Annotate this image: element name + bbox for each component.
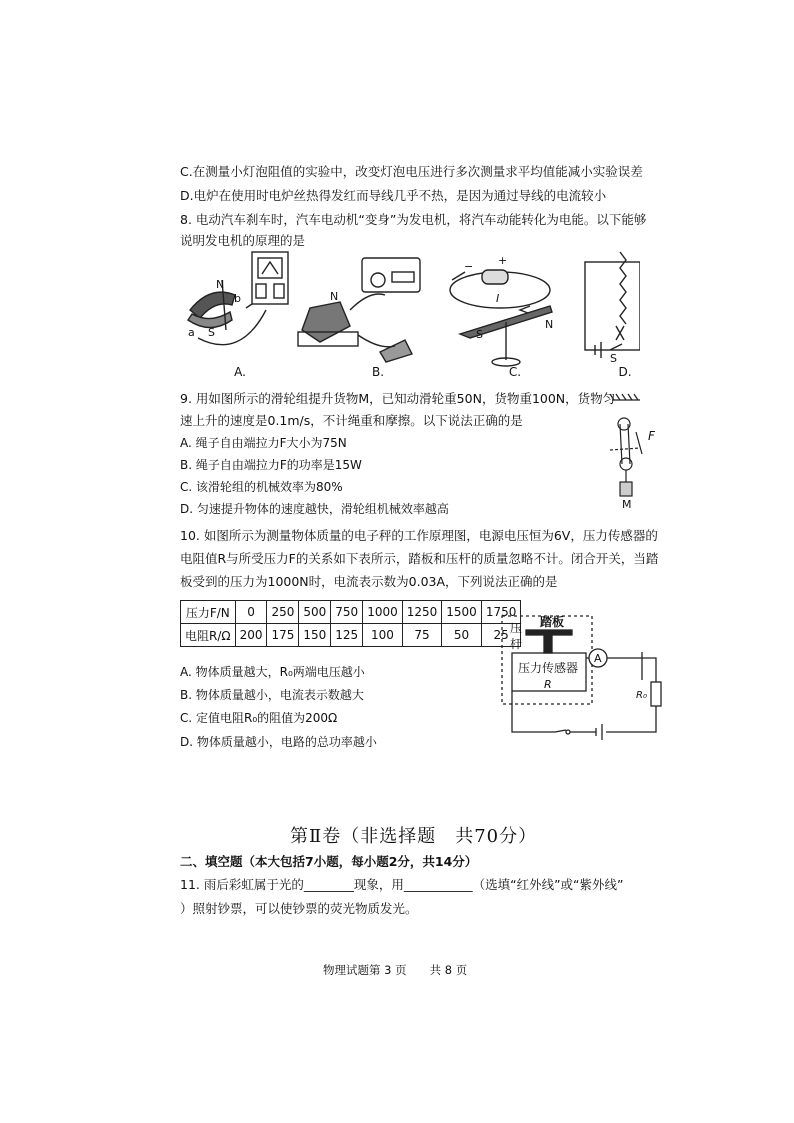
section-2-title: 第Ⅱ卷（非选择题 共70分） <box>290 826 538 847</box>
q7-option-d: D.电炉在使用时电炉丝热得发红而导线几乎不热，是因为通过导线的电流较小 <box>180 188 607 203</box>
fig-a-label-n: N <box>216 278 225 291</box>
fig-b-label-n: N <box>330 290 339 303</box>
fig-label-a: A. <box>234 365 246 379</box>
fig-d-electromagnets <box>585 252 640 358</box>
pedal-label: 踏板 <box>540 615 565 629</box>
fig-label-c: C. <box>508 365 522 379</box>
fig-b-device <box>298 258 420 362</box>
table-cell: 100 <box>363 624 403 647</box>
q10-stem-line2: 电阻值R与所受压力F的关系如下表所示，踏板和压杆的质量忽略不计。闭合开关，当踏 <box>180 551 659 566</box>
q9-option-c: C. 该滑轮组的机械效率为80% <box>180 480 343 494</box>
fig-label-d: D. <box>618 365 632 379</box>
press-rod-label-1: 压 <box>510 621 523 635</box>
q8-stem-line2: 说明发电机的原理的是 <box>180 233 306 248</box>
q7-option-c: C.在测量小灯泡阻值的实验中，改变灯泡电压进行多次测量求平均值能减小实验误差 <box>180 164 643 179</box>
fig-a-magnet <box>188 280 266 345</box>
page-footer: 物理试题第 3 页 共 8 页 <box>323 963 468 977</box>
table-cell: 250 <box>267 601 299 624</box>
q9-option-a: A. 绳子自由端拉力F大小为75N <box>180 436 347 450</box>
fig-c-label-s: S <box>476 328 483 341</box>
table-cell: 电阻R/Ω <box>181 624 236 647</box>
sensor-label: 压力传感器 <box>518 661 579 675</box>
q9-option-b: B. 绳子自由端拉力F的功率是15W <box>180 458 362 472</box>
q10-stem-line3: 板受到的压力为1000N时，电流表示数为0.03A，下列说法正确的是 <box>180 574 558 589</box>
table-cell: 1500 <box>442 601 482 624</box>
table-cell: 压力F/N <box>181 601 236 624</box>
section-2-subtitle: 二、填空题（本大包括7小题，每小题2分，共14分） <box>180 854 478 869</box>
table-cell: 1000 <box>363 601 403 624</box>
table-cell: 75 <box>402 624 442 647</box>
table-cell: 1750 <box>481 601 521 624</box>
fig-d-label-s: S <box>610 352 617 365</box>
fig-a-label-s: S <box>208 326 215 339</box>
q10-stem-line1: 10. 如图所示为测量物体质量的电子秤的工作原理图，电源电压恒为6V，压力传感器的 <box>180 528 658 543</box>
press-rod-label-2: 杆 <box>510 637 523 651</box>
q9-fig-force-label: F <box>648 429 655 443</box>
table-cell: 150 <box>299 624 331 647</box>
q9-pulley-figure <box>600 392 670 517</box>
table-cell: 750 <box>331 601 363 624</box>
table-cell: 200 <box>235 624 267 647</box>
fig-c-plus: + <box>498 254 508 267</box>
q11-line2: ）照射钞票，可以使钞票的荧光物质发光。 <box>180 901 418 916</box>
q11-line1: 11. 雨后彩虹属于光的________现象，用___________（选填“红外线”或“紫外线” <box>180 877 624 892</box>
table-cell: 25 <box>481 624 521 647</box>
fig-c-label-n: N <box>545 318 554 331</box>
fig-a-label-b: b <box>234 292 241 305</box>
q10-option-a: A. 物体质量越大，R₀两端电压越小 <box>180 665 365 679</box>
table-cell: 125 <box>331 624 363 647</box>
ammeter-icon: A <box>594 652 602 665</box>
q9-option-d: D. 匀速提升物体的速度越快，滑轮组机械效率越高 <box>180 502 449 516</box>
table-cell: 0 <box>235 601 267 624</box>
q8-stem-line1: 8. 电动汽车刹车时，汽车电动机“变身”为发电机，将汽车动能转化为电能。以下能够 <box>180 212 647 227</box>
fig-a-galvanometer <box>246 252 288 308</box>
sensor-symbol: R <box>544 678 552 691</box>
q9-stem-line1: 9. 用如图所示的滑轮组提升货物M，已知动滑轮重50N，货物重100N，货物匀 <box>180 391 616 406</box>
fig-a-label-a: a <box>188 326 195 339</box>
fig-c-conductor <box>450 270 552 366</box>
table-cell: 500 <box>299 601 331 624</box>
table-cell: 1250 <box>402 601 442 624</box>
fig-label-b: B. <box>371 365 385 379</box>
q10-option-c: C. 定值电阻R₀的阻值为200Ω <box>180 711 338 725</box>
fig-c-current: I <box>496 292 500 305</box>
q10-option-d: D. 物体质量越小，电路的总功率越小 <box>180 735 377 749</box>
fig-c-minus: − <box>464 260 474 273</box>
table-cell: 175 <box>267 624 299 647</box>
q9-fig-mass-label: M <box>622 498 632 511</box>
table-cell: 50 <box>442 624 482 647</box>
pressure-resistance-table <box>180 600 521 647</box>
table-row <box>181 624 521 647</box>
q10-option-b: B. 物体质量越小，电流表示数越大 <box>180 688 364 702</box>
q9-stem-line2: 速上升的速度是0.1m/s，不计绳重和摩擦。以下说法正确的是 <box>180 413 523 428</box>
q10-circuit-diagram <box>500 612 670 740</box>
r0-label: R₀ <box>636 690 647 701</box>
table-row <box>181 601 521 624</box>
